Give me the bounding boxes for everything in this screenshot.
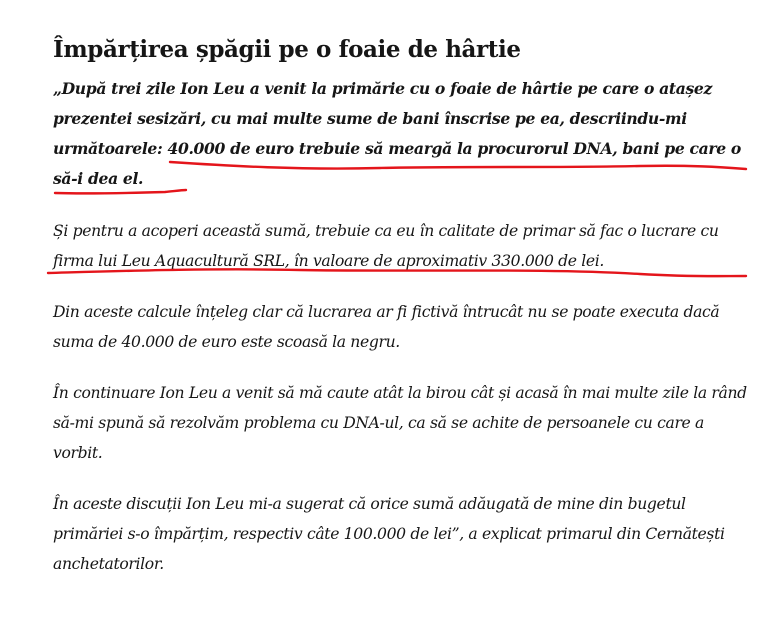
- quote-paragraph: „După trei zile Ion Leu a venit la primărie cu o foaie de hârtie pe care o atașez prezentei sesizări, cu mai multe sume de bani înscrise pe ea, descriindu-mi următoarele: 40.000 de euro trebuie să meargă la procurorul DNA, bani pe care o să-i dea el.: [53, 79, 741, 188]
- paragraph-1: Și pentru a acoperi această sumă, trebuie ca eu în calitate de primar să fac o lucrare cu firma lui Leu Aquacultură SRL, în valoare de aproximativ 330.000 de lei.: [53, 222, 719, 270]
- article-body: [53, 34, 753, 579]
- paragraph-3: În continuare Ion Leu a venit să mă caute atât la birou cât și acasă în mai multe zile la rând să-mi spună să rezolvăm problema cu DNA-ul, ca să se achite de persoanele cu care a vorbit.: [53, 384, 747, 462]
- paragraph-4: În aceste discuții Ion Leu mi-a sugerat că orice sumă adăugată de mine din bugetul primăriei s-o împărțim, respectiv câte 100.000 de lei”, a explicat primarul din Cernătești anchetatorilor.: [53, 495, 725, 573]
- paragraph-2: Din aceste calcule înțeleg clar că lucrarea ar fi fictivă întrucât nu se poate executa dacă suma de 40.000 de euro este scoasă la negru.: [53, 303, 720, 351]
- article-headline: Împărțirea șpăgii pe o foaie de hârtie: [53, 36, 521, 63]
